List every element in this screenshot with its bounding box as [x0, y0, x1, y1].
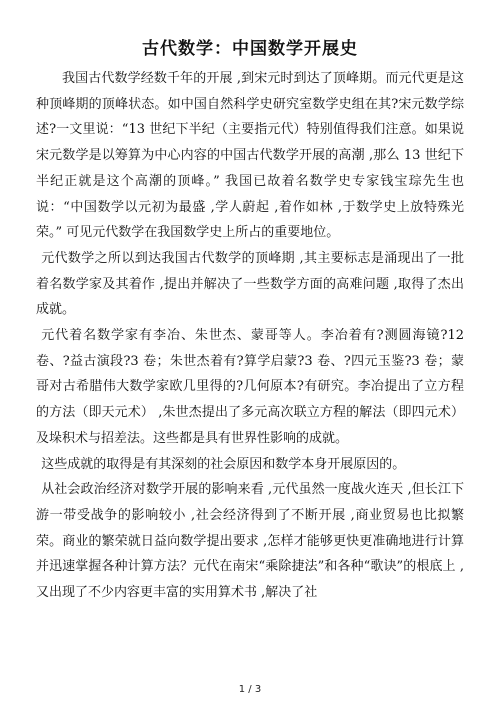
paragraph-5: 从社会政治经济对数学开展的影响来看 ,元代虽然一度战火连天 ,但长江下游一带受战争的影响较小 ,社会经济得到了不断开展 ,商业贸易也比拟繁荣。商业的繁荣就日益向数学提出要求 ,怎样才能够更快更准确地进行计算并迅速掌握各种计算方法？元代在南宋“乘除捷法”和各种“歌诀”的根底上 ,又出现了不少内容更丰富的实用算术书 ,解决了社	[36, 482, 464, 601]
paragraph-4: 这些成就的取得是有其深刻的社会原因和数学本身开展原因的。	[41, 456, 406, 472]
page-number: 1 / 3	[238, 684, 262, 695]
paragraph-2: 元代数学之所以到达我国古代数学的顶峰期 ,其主要标志是涌现出了一批着名数学家及其着作 ,提出并解决了一些数学方面的高难问题 ,取得了杰出成就。	[36, 250, 464, 318]
paragraph-3: 元代着名数学家有李冶、朱世杰、蒙哥等人。李冶着有?测圆海镜?12 卷、?益古演段?3 卷；朱世杰着有?算学启蒙?3 卷、?四元玉鉴?3 卷；蒙哥对古希腊伟大数学家欧几里得的?几何原本?有研究。李冶提出了立方程的方法（即天元术） ,朱世杰提出了多元高次联立方程的解法（即四元术）及垛积术与招差法。这些都是具有世界性影响的成就。	[36, 328, 464, 446]
document-title: 古代数学：中国数学开展史	[142, 39, 358, 59]
paragraph-1: 我国古代数学经数千年的开展 ,到宋元时到达了顶峰期。而元代更是这种顶峰期的顶峰状态。如中国自然科学史研究室数学史组在其?宋元数学综述?一文里说：“13 世纪下半纪（主要指元代）特别值得我们注意。如果说宋元数学是以筹算为中心内容的中国古代数学开展的高潮 ,那么 13 世纪下半纪正就是这个高潮的顶峰。” 我国已故着名数学史专家钱宝琮先生也说：“中国数学以元初为最盛 ,学人蔚起 ,着作如林 ,于数学史上放特殊光荣。” 可见元代数学在我国数学史上所占的重要地位。	[36, 71, 464, 241]
document-body	[36, 66, 464, 606]
